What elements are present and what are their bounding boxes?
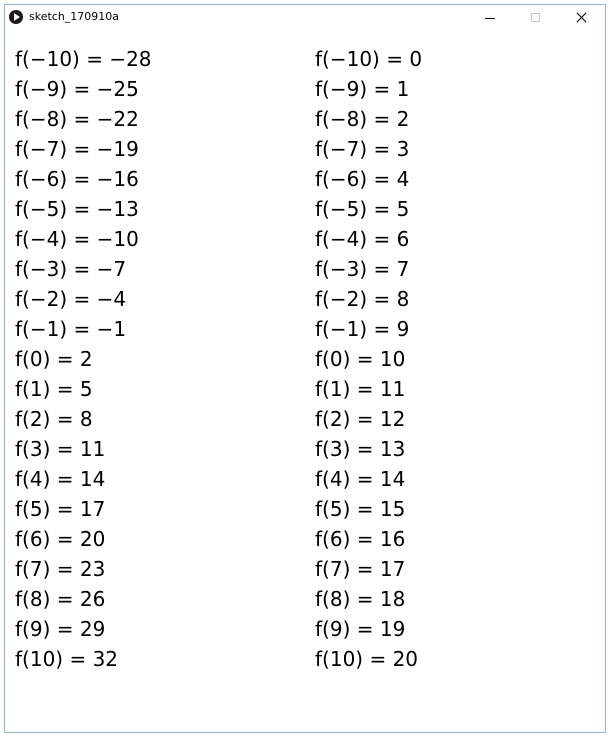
output-line: f(8) = 26 <box>15 587 106 611</box>
window-title: sketch_170910a <box>29 10 120 23</box>
sketch-window <box>4 4 606 733</box>
output-line: f(−4) = −10 <box>15 227 139 251</box>
left-output-column <box>15 44 152 674</box>
minimize-icon[interactable] <box>467 5 513 31</box>
output-line: f(7) = 17 <box>315 557 406 581</box>
output-line: f(4) = 14 <box>315 467 406 491</box>
output-line: f(0) = 10 <box>315 347 406 371</box>
output-line: f(1) = 11 <box>315 377 406 401</box>
output-line: f(−5) = −13 <box>15 197 139 221</box>
output-line: f(9) = 19 <box>315 617 406 641</box>
processing-play-icon <box>9 10 23 24</box>
output-line: f(−6) = 4 <box>315 167 410 191</box>
output-line: f(6) = 20 <box>15 527 106 551</box>
output-line: f(0) = 2 <box>15 347 93 371</box>
maximize-icon[interactable] <box>513 5 559 31</box>
output-line: f(−8) = 2 <box>315 107 410 131</box>
output-line: f(−10) = −28 <box>15 47 152 71</box>
output-line: f(−2) = −4 <box>15 287 127 311</box>
output-line: f(8) = 18 <box>315 587 406 611</box>
output-line: f(3) = 11 <box>15 437 106 461</box>
output-line: f(−4) = 6 <box>315 227 410 251</box>
title-bar[interactable] <box>5 5 605 31</box>
close-icon[interactable] <box>559 5 605 31</box>
output-line: f(−8) = −22 <box>15 107 139 131</box>
output-line: f(−3) = 7 <box>315 257 410 281</box>
output-line: f(−1) = −1 <box>15 317 127 341</box>
output-line: f(−9) = −25 <box>15 77 139 101</box>
output-line: f(7) = 23 <box>15 557 106 581</box>
output-line: f(2) = 8 <box>15 407 93 431</box>
output-line: f(1) = 5 <box>15 377 93 401</box>
output-line: f(−1) = 9 <box>315 317 410 341</box>
output-line: f(−5) = 5 <box>315 197 410 221</box>
output-line: f(5) = 15 <box>315 497 406 521</box>
output-line: f(−2) = 8 <box>315 287 410 311</box>
output-line: f(−10) = 0 <box>315 47 423 71</box>
output-line: f(−3) = −7 <box>15 257 127 281</box>
output-line: f(10) = 20 <box>315 647 419 671</box>
output-line: f(−6) = −16 <box>15 167 139 191</box>
sketch-canvas <box>5 31 605 732</box>
output-line: f(6) = 16 <box>315 527 406 551</box>
output-line: f(4) = 14 <box>15 467 106 491</box>
output-line: f(−9) = 1 <box>315 77 410 101</box>
output-line: f(−7) = 3 <box>315 137 410 161</box>
output-line: f(2) = 12 <box>315 407 406 431</box>
output-line: f(3) = 13 <box>315 437 406 461</box>
output-line: f(5) = 17 <box>15 497 106 521</box>
output-line: f(9) = 29 <box>15 617 106 641</box>
output-line: f(10) = 32 <box>15 647 119 671</box>
output-line: f(−7) = −19 <box>15 137 139 161</box>
right-output-column <box>315 44 422 674</box>
